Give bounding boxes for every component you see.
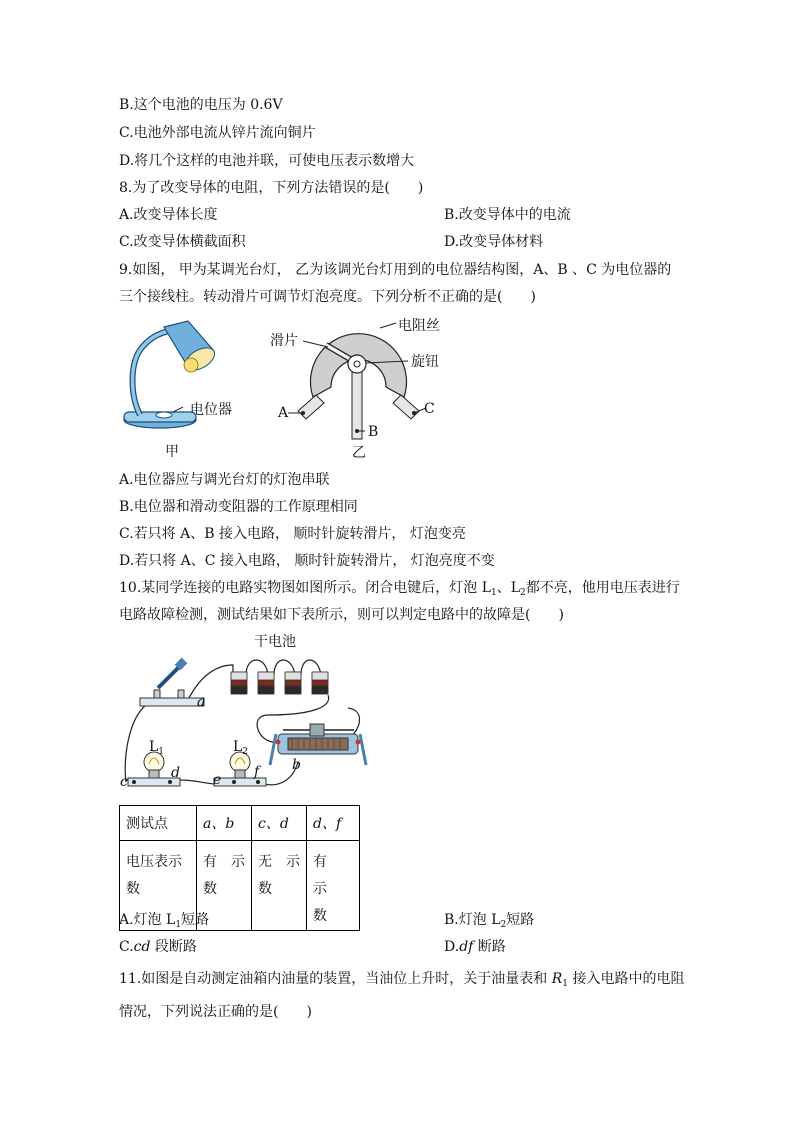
figure-caption-yi: 乙 [352, 445, 366, 461]
q11-stem-line1: 11.如图是自动测定油箱内油量的装置，当油位上升时，关于油量表和 $R_1$ 接入电路中的电阻 [119, 971, 685, 989]
lamp-l2-label: $L_2$ [233, 739, 249, 757]
q9-option-a: A.电位器应与调光台灯的灯泡串联 [119, 472, 330, 488]
point-e-label: e [213, 772, 222, 788]
q11-stem-line2: 情况，下列说法正确的是( ) [119, 1004, 312, 1020]
point-f-label: f [254, 764, 260, 780]
q8-option-d: D.改变导体材料 [444, 234, 544, 250]
q10-stem-line1: 10.某同学连接的电路实物图如图所示。闭合电键后，灯泡 $L_1$、$L_2$都不亮，他用电压表进行 [119, 580, 680, 598]
point-b-label: b [292, 757, 301, 773]
q10-option-b: B.灯泡 $L_2$短路 [444, 912, 535, 930]
table-header-cell: a、b [197, 806, 252, 841]
resistance-wire-label: 电阻丝 [398, 318, 440, 334]
slider-label: 滑片 [270, 333, 298, 349]
q10-option-a: A.灯泡 $L_1$短路 [119, 912, 210, 930]
q9-stem-line1: 9.如图， 甲为某调光台灯， 乙为该调光台灯用到的电位器结构图，A、B 、C 为电位器的 [119, 262, 672, 278]
q8-stem: 8.为了改变导体的电阻，下列方法错误的是( ) [119, 180, 424, 196]
circuit-figure [118, 650, 378, 800]
lamp-l1-label: $L_1$ [149, 739, 165, 757]
q10-option-d: D.df 断路 [444, 939, 506, 955]
table-cell: 有 示 数 [197, 841, 252, 931]
table-cell: 有 示 数 [307, 841, 360, 931]
table-row [120, 806, 360, 841]
point-d-label: d [171, 765, 180, 781]
q7-option-b: B.这个电池的电压为 0.6V [119, 97, 283, 113]
point-a-label: a [197, 694, 206, 710]
q9-option-b: B.电位器和滑动变阻器的工作原理相同 [119, 499, 358, 515]
q8-option-b: B.改变导体中的电流 [444, 207, 571, 223]
desk-lamp-figure [118, 315, 248, 460]
q7-option-d: D.将几个这样的电池并联，可使电压表示数增大 [119, 153, 415, 169]
figure-caption-jia: 甲 [165, 444, 179, 460]
point-c-label: c [120, 774, 128, 790]
q8-option-c: C.改变导体横截面积 [119, 234, 246, 250]
battery-label: 干电池 [254, 634, 296, 650]
terminal-c-label: C [424, 401, 435, 417]
table-header-cell: 测试点 [120, 806, 197, 841]
q9-option-d: D.若只将 A、C 接入电路， 顺时针旋转滑片， 灯泡亮度不变 [119, 553, 495, 569]
q10-option-c: C.cd 段断路 [119, 939, 197, 955]
table-cell: 电压表示 数 [120, 841, 197, 931]
q9-stem-line2: 三个接线柱。转动滑片可调节灯泡亮度。下列分析不正确的是( ) [119, 289, 536, 305]
terminal-b-label: B [368, 424, 379, 440]
terminal-a-label: A [278, 405, 289, 421]
q9-option-c: C.若只将 A、B 接入电路， 顺时针旋转滑片， 灯泡变亮 [119, 526, 466, 542]
table-header-cell: c、d [252, 806, 307, 841]
potentiometer-label-lamp: 电位器 [190, 402, 232, 418]
knob-label: 旋钮 [411, 354, 439, 370]
q8-option-a: A.改变导体长度 [119, 207, 218, 223]
q10-stem-line2: 电路故障检测，测试结果如下表所示，则可以判定电路中的故障是( ) [119, 607, 564, 623]
table-cell: 无 示 数 [252, 841, 307, 931]
table-header-cell: d、f [307, 806, 360, 841]
q7-option-c: C.电池外部电流从锌片流向铜片 [119, 125, 316, 141]
